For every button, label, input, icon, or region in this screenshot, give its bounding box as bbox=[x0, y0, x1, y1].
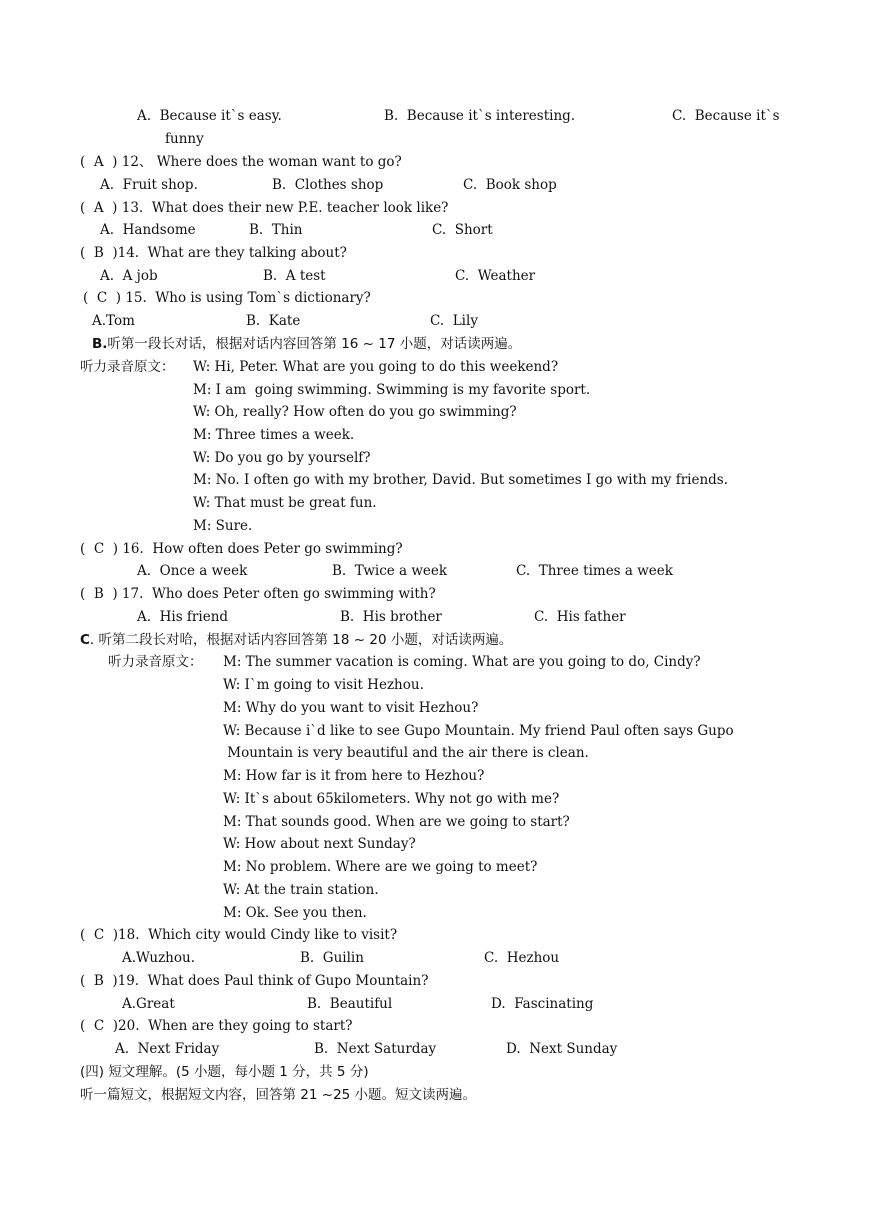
dialogue-line: M: Sure. bbox=[193, 518, 253, 534]
dialogue-line: W: Because i`d like to see Gupo Mountain. My friend Paul often says Gupo bbox=[223, 723, 734, 739]
section-c-transcript-label: 听力录音原文： bbox=[108, 654, 203, 670]
q15-option-a: A.Tom bbox=[92, 313, 135, 329]
q14-option-c: C. Weather bbox=[455, 268, 536, 284]
section-c-heading bbox=[80, 631, 512, 649]
q18-option-b: B. Guilin bbox=[300, 950, 364, 966]
q20-option-c: D. Next Sunday bbox=[506, 1041, 618, 1057]
part4-instruction: 听一篇短文，根据短文内容，回答第 21 ~25 小题。短文读两遍。 bbox=[80, 1087, 477, 1103]
q11-option-b: B. Because it`s interesting. bbox=[384, 108, 576, 124]
q16-option-c: C. Three times a week bbox=[516, 563, 673, 579]
q20-question: ( C )20. When are they going to start? bbox=[80, 1018, 353, 1034]
dialogue-line: M: No. I often go with my brother, David. But sometimes I go with my friends. bbox=[193, 472, 729, 488]
q18-option-c: C. Hezhou bbox=[484, 950, 560, 966]
dialogue-line: W: How about next Sunday? bbox=[223, 836, 416, 852]
q20-option-b: B. Next Saturday bbox=[314, 1041, 437, 1057]
q13-option-b: B. Thin bbox=[249, 222, 303, 238]
dialogue-line: M: The summer vacation is coming. What are you going to do, Cindy? bbox=[223, 654, 701, 670]
part4-heading: (四) 短文理解。(5 小题，每小题 1 分，共 5 分) bbox=[80, 1064, 369, 1080]
q20-option-a: A. Next Friday bbox=[115, 1041, 220, 1057]
q19-option-b: B. Beautiful bbox=[307, 996, 393, 1012]
q13-question: ( A ) 13. What does their new P.E. teacher look like? bbox=[80, 200, 449, 216]
q18-option-a: A.Wuzhou. bbox=[122, 950, 195, 966]
dialogue-line: M: I am going swimming. Swimming is my favorite sport. bbox=[193, 382, 591, 398]
section-b-transcript-label: 听力录音原文： bbox=[80, 359, 175, 375]
q14-option-a: A. A job bbox=[100, 268, 158, 284]
section-b-title: 听第一段长对话，根据对话内容回答第 16 ~ 17 小题，对话读两遍。 bbox=[107, 336, 522, 352]
q11-option-c-continued: funny bbox=[165, 131, 204, 147]
dialogue-line: M: That sounds good. When are we going to start? bbox=[223, 814, 570, 830]
q11-option-c: C. Because it`s bbox=[672, 108, 780, 124]
q12-option-c: C. Book shop bbox=[463, 177, 557, 193]
dialogue-line: W: I`m going to visit Hezhou. bbox=[223, 677, 424, 693]
q12-option-b: B. Clothes shop bbox=[272, 177, 384, 193]
q16-option-a: A. Once a week bbox=[137, 563, 248, 579]
dialogue-line: M: Three times a week. bbox=[193, 427, 355, 443]
q12-question: ( A ) 12、 Where does the woman want to go? bbox=[80, 154, 402, 170]
q15-question: ( C ) 15. Who is using Tom`s dictionary? bbox=[83, 290, 371, 306]
q11-option-a: A. Because it`s easy. bbox=[137, 108, 282, 124]
q15-option-b: B. Kate bbox=[246, 313, 301, 329]
q13-option-a: A. Handsome bbox=[100, 222, 196, 238]
q17-question: ( B ) 17. Who does Peter often go swimming with? bbox=[80, 586, 436, 602]
q19-option-c: D. Fascinating bbox=[491, 996, 594, 1012]
dialogue-line: M: Why do you want to visit Hezhou? bbox=[223, 700, 479, 716]
dialogue-line: W: That must be great fun. bbox=[193, 495, 377, 511]
q19-question: ( B )19. What does Paul think of Gupo Mountain? bbox=[80, 973, 429, 989]
dialogue-line: Mountain is very beautiful and the air there is clean. bbox=[223, 745, 589, 761]
dialogue-line: M: How far is it from here to Hezhou? bbox=[223, 768, 485, 784]
q17-option-b: B. His brother bbox=[340, 609, 442, 625]
dialogue-line: W: Hi, Peter. What are you going to do this weekend? bbox=[193, 359, 559, 375]
q18-question: ( C )18. Which city would Cindy like to visit? bbox=[80, 927, 398, 943]
dialogue-line: M: No problem. Where are we going to meet? bbox=[223, 859, 538, 875]
q14-option-b: B. A test bbox=[263, 268, 326, 284]
q16-option-b: B. Twice a week bbox=[332, 563, 448, 579]
q19-option-a: A.Great bbox=[122, 996, 175, 1012]
q16-question: ( C ) 16. How often does Peter go swimming? bbox=[80, 541, 403, 557]
dialogue-line: W: It`s about 65kilometers. Why not go with me? bbox=[223, 791, 560, 807]
q13-option-c: C. Short bbox=[432, 222, 493, 238]
section-c-letter: C bbox=[80, 632, 90, 648]
dialogue-line: W: Oh, really? How often do you go swimming? bbox=[193, 404, 517, 420]
q14-question: ( B )14. What are they talking about? bbox=[80, 245, 347, 261]
q15-option-c: C. Lily bbox=[430, 313, 478, 329]
section-c-title: . 听第二段长对哈，根据对话内容回答第 18 ~ 20 小题，对话读两遍。 bbox=[89, 632, 513, 648]
dialogue-line: W: At the train station. bbox=[223, 882, 379, 898]
dialogue-line: W: Do you go by yourself? bbox=[193, 450, 371, 466]
section-b-heading bbox=[92, 335, 521, 353]
q17-option-a: A. His friend bbox=[137, 609, 229, 625]
q12-option-a: A. Fruit shop. bbox=[100, 177, 198, 193]
dialogue-line: M: Ok. See you then. bbox=[223, 905, 367, 921]
q17-option-c: C. His father bbox=[534, 609, 626, 625]
section-b-letter: B. bbox=[92, 336, 108, 352]
